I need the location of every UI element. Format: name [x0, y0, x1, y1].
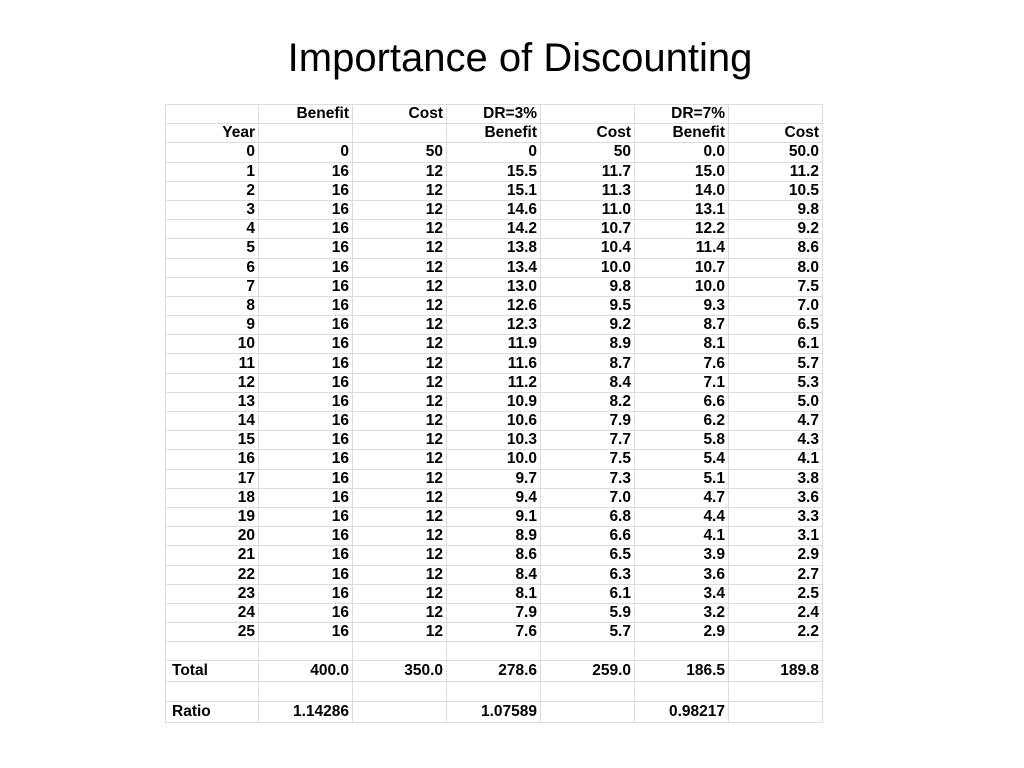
table-cell: 9.7 — [447, 469, 541, 488]
table-cell: 16 — [259, 546, 353, 565]
table-cell — [541, 682, 635, 701]
table-cell — [166, 642, 259, 661]
table-cell: 6.2 — [635, 412, 729, 431]
table-cell — [729, 642, 823, 661]
table-cell: 3.3 — [729, 507, 823, 526]
table-cell: 13.0 — [447, 277, 541, 296]
table-cell: 23 — [166, 584, 259, 603]
table-cell: 18 — [166, 488, 259, 507]
table-cell: 7.9 — [541, 412, 635, 431]
table-cell: 9.8 — [541, 277, 635, 296]
table-cell: 11.7 — [541, 162, 635, 181]
table-cell: 11.2 — [729, 162, 823, 181]
table-cell: Total — [166, 661, 259, 682]
table-cell: 4.3 — [729, 431, 823, 450]
table-cell: 12 — [353, 584, 447, 603]
table-cell: 10.7 — [541, 220, 635, 239]
table-cell: 1.07589 — [447, 701, 541, 722]
table-row — [166, 277, 823, 296]
table-cell — [259, 682, 353, 701]
table-cell: 14 — [166, 412, 259, 431]
table-cell: Cost — [541, 124, 635, 143]
table-cell: 50 — [353, 143, 447, 162]
table-cell: 15 — [166, 431, 259, 450]
table-cell: Ratio — [166, 701, 259, 722]
table-cell: 16 — [259, 316, 353, 335]
table-cell: 12 — [353, 603, 447, 622]
table-cell: 16 — [259, 277, 353, 296]
table-cell: 12 — [353, 316, 447, 335]
table-cell: 15.5 — [447, 162, 541, 181]
table-cell: 11.6 — [447, 354, 541, 373]
table-cell: 8.7 — [541, 354, 635, 373]
table-cell: 2 — [166, 181, 259, 200]
table-cell: 14.0 — [635, 181, 729, 200]
table-row — [166, 392, 823, 411]
table-cell: 50 — [541, 143, 635, 162]
table-cell: 2.9 — [635, 623, 729, 642]
table-cell: 12 — [353, 335, 447, 354]
table-cell: 12 — [353, 277, 447, 296]
table-cell: 6.8 — [541, 507, 635, 526]
table-cell: 10.3 — [447, 431, 541, 450]
table-cell: 12 — [353, 565, 447, 584]
table-cell — [541, 105, 635, 124]
table-cell: 1.14286 — [259, 701, 353, 722]
table-cell: Benefit — [447, 124, 541, 143]
table-row — [166, 258, 823, 277]
table-cell: 2.4 — [729, 603, 823, 622]
table-cell: 13.1 — [635, 200, 729, 219]
table-cell: 12 — [353, 546, 447, 565]
table-cell — [729, 701, 823, 722]
table-cell: 16 — [259, 181, 353, 200]
table-cell: 7.6 — [447, 623, 541, 642]
table-cell: 8.9 — [447, 527, 541, 546]
table-cell: 7 — [166, 277, 259, 296]
table-cell: 0.98217 — [635, 701, 729, 722]
table-cell: 16 — [259, 469, 353, 488]
table-cell: 12 — [353, 488, 447, 507]
table-cell: 6.5 — [541, 546, 635, 565]
table-cell: 5.0 — [729, 392, 823, 411]
table-cell: 2.9 — [729, 546, 823, 565]
table-row — [166, 239, 823, 258]
table-cell: 11.3 — [541, 181, 635, 200]
table-row — [166, 584, 823, 603]
table-cell: 12.3 — [447, 316, 541, 335]
table-cell: 16 — [259, 623, 353, 642]
table-cell: 10.9 — [447, 392, 541, 411]
table-cell: 9.4 — [447, 488, 541, 507]
table-cell: 7.5 — [729, 277, 823, 296]
table-cell: 7.1 — [635, 373, 729, 392]
table-cell: 16 — [259, 565, 353, 584]
table-cell: 10.5 — [729, 181, 823, 200]
table-cell: 16 — [259, 296, 353, 315]
table-row — [166, 143, 823, 162]
table-cell: DR=7% — [635, 105, 729, 124]
table-cell — [166, 105, 259, 124]
table-cell: 4.1 — [729, 450, 823, 469]
table-cell: 16 — [166, 450, 259, 469]
table-cell: 12 — [353, 507, 447, 526]
table-cell: 3.4 — [635, 584, 729, 603]
table-cell — [447, 642, 541, 661]
table-cell: 7.3 — [541, 469, 635, 488]
table-cell: 2.5 — [729, 584, 823, 603]
table-cell: 12 — [353, 162, 447, 181]
table-cell: 11.4 — [635, 239, 729, 258]
table-cell: 5 — [166, 239, 259, 258]
table-cell: 12 — [353, 412, 447, 431]
table-cell: 11.9 — [447, 335, 541, 354]
table-cell: 13 — [166, 392, 259, 411]
table-cell: 10.0 — [447, 450, 541, 469]
table-cell: 12 — [353, 239, 447, 258]
table-cell: 15.0 — [635, 162, 729, 181]
table-cell: 9.2 — [541, 316, 635, 335]
table-cell — [166, 682, 259, 701]
table-row — [166, 162, 823, 181]
table-cell: 5.3 — [729, 373, 823, 392]
table-cell: Benefit — [635, 124, 729, 143]
table-cell: 14.6 — [447, 200, 541, 219]
table-cell: 1 — [166, 162, 259, 181]
table-cell: 3.1 — [729, 527, 823, 546]
table-cell: 6.6 — [541, 527, 635, 546]
table-cell — [353, 682, 447, 701]
table-cell: 11.0 — [541, 200, 635, 219]
table-cell: 16 — [259, 258, 353, 277]
table-cell: 0 — [447, 143, 541, 162]
table-cell: 11.2 — [447, 373, 541, 392]
table-cell: 278.6 — [447, 661, 541, 682]
table-cell: 9.2 — [729, 220, 823, 239]
table-cell: 5.7 — [729, 354, 823, 373]
header-row — [166, 124, 823, 143]
table-cell: Cost — [353, 105, 447, 124]
table-row — [166, 469, 823, 488]
table-row — [166, 603, 823, 622]
table-cell — [729, 105, 823, 124]
table-row — [166, 296, 823, 315]
table-cell: 16 — [259, 412, 353, 431]
table-cell — [353, 642, 447, 661]
table-cell: 19 — [166, 507, 259, 526]
table-cell: 4.4 — [635, 507, 729, 526]
table-cell: 16 — [259, 373, 353, 392]
discounting-table — [165, 104, 823, 723]
table-cell: 12 — [353, 258, 447, 277]
table-cell: 16 — [259, 239, 353, 258]
table-cell — [259, 124, 353, 143]
table-cell: 12 — [353, 354, 447, 373]
table-cell: 24 — [166, 603, 259, 622]
slide-title: Importance of Discounting — [287, 36, 753, 80]
table-cell: 16 — [259, 603, 353, 622]
table-cell: 8.6 — [729, 239, 823, 258]
spacer-row — [166, 682, 823, 701]
table-cell: 0 — [166, 143, 259, 162]
table-cell: 6.3 — [541, 565, 635, 584]
table-cell: 16 — [259, 354, 353, 373]
ratio-row — [166, 701, 823, 722]
table-cell: 10.6 — [447, 412, 541, 431]
table-cell: 16 — [259, 584, 353, 603]
table-cell: 8.1 — [635, 335, 729, 354]
table-cell: 259.0 — [541, 661, 635, 682]
table-row — [166, 488, 823, 507]
table-cell: 9 — [166, 316, 259, 335]
table-cell: 5.8 — [635, 431, 729, 450]
table-cell: 2.7 — [729, 565, 823, 584]
table-cell: 10.4 — [541, 239, 635, 258]
table-cell: 3.2 — [635, 603, 729, 622]
table-cell: 8.6 — [447, 546, 541, 565]
table-cell: 8.7 — [635, 316, 729, 335]
table-cell: 5.1 — [635, 469, 729, 488]
table-row — [166, 412, 823, 431]
table-cell: 16 — [259, 431, 353, 450]
table-cell — [259, 642, 353, 661]
table-cell: 6 — [166, 258, 259, 277]
table-cell: 12 — [353, 220, 447, 239]
table-cell: 400.0 — [259, 661, 353, 682]
table-cell: 16 — [259, 200, 353, 219]
table-row — [166, 335, 823, 354]
table-row — [166, 565, 823, 584]
table-cell: 4.7 — [635, 488, 729, 507]
table-cell: 16 — [259, 527, 353, 546]
table-cell: 8.4 — [447, 565, 541, 584]
table-cell: 16 — [259, 507, 353, 526]
table-cell: 12.2 — [635, 220, 729, 239]
table-cell: 12 — [353, 200, 447, 219]
table-row — [166, 507, 823, 526]
table-cell — [353, 124, 447, 143]
table-cell: 5.4 — [635, 450, 729, 469]
table-cell: 7.9 — [447, 603, 541, 622]
table-cell: 7.6 — [635, 354, 729, 373]
table-cell: 13.4 — [447, 258, 541, 277]
table-row — [166, 546, 823, 565]
table-row — [166, 316, 823, 335]
table-row — [166, 373, 823, 392]
table-cell: 12 — [353, 623, 447, 642]
table-cell — [541, 701, 635, 722]
table-cell: 10.0 — [541, 258, 635, 277]
table-cell: 8.2 — [541, 392, 635, 411]
table-cell: 3.9 — [635, 546, 729, 565]
table-cell: 3.6 — [635, 565, 729, 584]
table-cell: 350.0 — [353, 661, 447, 682]
table-cell — [635, 642, 729, 661]
spacer-row — [166, 642, 823, 661]
table-cell: 12 — [353, 431, 447, 450]
header-row — [166, 105, 823, 124]
table-cell: 12 — [353, 296, 447, 315]
table-cell: Benefit — [259, 105, 353, 124]
table-row — [166, 431, 823, 450]
table-cell: 16 — [259, 392, 353, 411]
table-cell: 11 — [166, 354, 259, 373]
table-cell: 8.9 — [541, 335, 635, 354]
table-cell: 6.6 — [635, 392, 729, 411]
table-cell: 25 — [166, 623, 259, 642]
table-row — [166, 527, 823, 546]
table-cell: 5.7 — [541, 623, 635, 642]
table-cell: 21 — [166, 546, 259, 565]
table-cell: 22 — [166, 565, 259, 584]
table-cell: 6.5 — [729, 316, 823, 335]
table-cell: 6.1 — [729, 335, 823, 354]
table-cell: 13.8 — [447, 239, 541, 258]
table-cell: 7.0 — [541, 488, 635, 507]
table-row — [166, 181, 823, 200]
table-cell: 9.8 — [729, 200, 823, 219]
table-cell: 12 — [353, 450, 447, 469]
table-cell: 16 — [259, 488, 353, 507]
table-row — [166, 200, 823, 219]
total-row — [166, 661, 823, 682]
table-cell: 3.8 — [729, 469, 823, 488]
table-cell: 8 — [166, 296, 259, 315]
table-cell: 8.1 — [447, 584, 541, 603]
table-cell: 16 — [259, 335, 353, 354]
table-cell: 6.1 — [541, 584, 635, 603]
table-cell: 12 — [353, 527, 447, 546]
table-cell: 9.3 — [635, 296, 729, 315]
table-cell — [353, 701, 447, 722]
table-cell: 12 — [353, 181, 447, 200]
table-row — [166, 220, 823, 239]
table-cell: 0.0 — [635, 143, 729, 162]
table-cell: 0 — [259, 143, 353, 162]
table-cell: 20 — [166, 527, 259, 546]
table-cell: 12.6 — [447, 296, 541, 315]
table-row — [166, 450, 823, 469]
table-cell: 10.0 — [635, 277, 729, 296]
table-cell: Cost — [729, 124, 823, 143]
table-cell: 10.7 — [635, 258, 729, 277]
table-cell: 7.0 — [729, 296, 823, 315]
table-cell: 12 — [353, 469, 447, 488]
table-cell: 3.6 — [729, 488, 823, 507]
table-cell: 17 — [166, 469, 259, 488]
table-cell: 7.7 — [541, 431, 635, 450]
table-cell: 7.5 — [541, 450, 635, 469]
table-cell: 10 — [166, 335, 259, 354]
table-cell: 189.8 — [729, 661, 823, 682]
table-cell — [729, 682, 823, 701]
table-cell: 9.1 — [447, 507, 541, 526]
table-cell: 12 — [353, 392, 447, 411]
table-cell: 8.4 — [541, 373, 635, 392]
table-cell: 16 — [259, 450, 353, 469]
table-cell: 14.2 — [447, 220, 541, 239]
table-cell: 5.9 — [541, 603, 635, 622]
table-cell: 3 — [166, 200, 259, 219]
table-cell: 4.7 — [729, 412, 823, 431]
table-cell: 50.0 — [729, 143, 823, 162]
table-cell: 9.5 — [541, 296, 635, 315]
table-cell: Year — [166, 124, 259, 143]
table-row — [166, 623, 823, 642]
table-cell: DR=3% — [447, 105, 541, 124]
table-cell: 8.0 — [729, 258, 823, 277]
table-cell: 15.1 — [447, 181, 541, 200]
table-cell: 12 — [353, 373, 447, 392]
table-cell: 4 — [166, 220, 259, 239]
table-cell: 4.1 — [635, 527, 729, 546]
table-cell — [635, 682, 729, 701]
table-cell: 2.2 — [729, 623, 823, 642]
table-cell — [541, 642, 635, 661]
table-cell — [447, 682, 541, 701]
table-row — [166, 354, 823, 373]
table-cell: 16 — [259, 162, 353, 181]
table-cell: 16 — [259, 220, 353, 239]
table-cell: 186.5 — [635, 661, 729, 682]
table-cell: 12 — [166, 373, 259, 392]
